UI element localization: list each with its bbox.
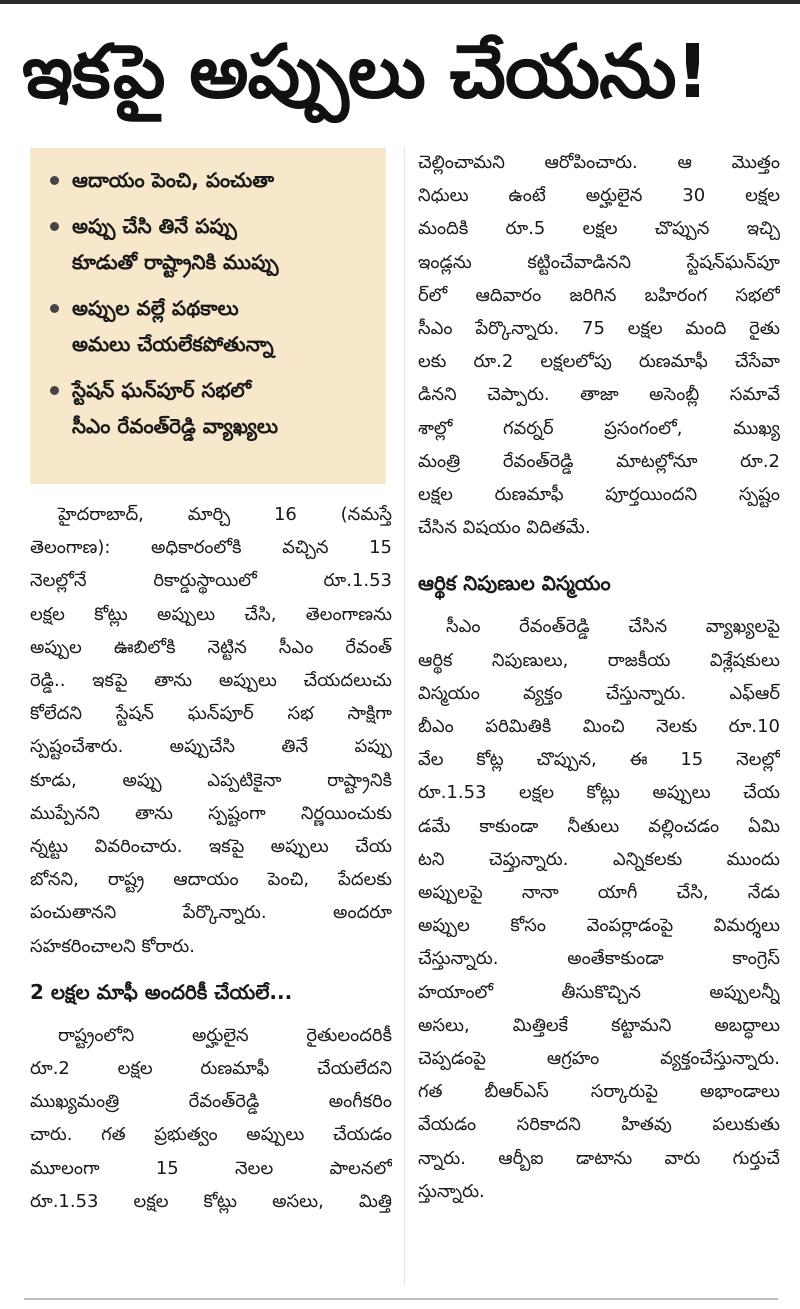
text-line: చెప్పడంపై ఆగ్రహం వ్యక్తంచేస్తున్నారు.: [418, 1048, 780, 1070]
section-subhead: 2 లక్షల మాఫీ అందరికీ చేయలే...: [30, 979, 293, 1004]
article-paragraph: [418, 610, 780, 1208]
highlight-line: అప్పు చేసి తినే పప్పు: [72, 214, 237, 238]
text-line: ముఖ్యమంత్రి రేవంత్‌రెడ్డి అంగీకరిం: [30, 1091, 392, 1113]
text-line: రెడ్డి.. ఇకపై తాను అప్పులు చేయదలుచు: [30, 670, 392, 692]
text-line: ముప్పేనని తాను స్పష్టంగా నిర్ణయించుకు: [30, 802, 392, 824]
text-line: నిధులు ఉంటే అర్హులైన 30 లక్షల: [418, 185, 780, 207]
right-column: [418, 146, 780, 1208]
text-line: రాష్ట్రంలోని అర్హులైన రైతులందరికీ: [58, 1024, 392, 1046]
text-line: విస్మయం వ్యక్తం చేస్తున్నారు. ఎఫ్ఆర్: [418, 682, 780, 704]
text-line: స్పష్టంచేశారు. అప్పుచేసి తినే పప్పు: [30, 736, 392, 758]
text-line: న్నట్టు వివరించారు. ఇకపై అప్పులు చేయ: [30, 836, 392, 858]
text-line: నెలల్లోనే రికార్డుస్థాయిలో రూ.1.53: [30, 570, 392, 592]
highlights-box: [30, 148, 386, 484]
text-line: చేసిన విషయం విదితమే.: [418, 517, 591, 539]
headline: ఇకపై అప్పులు చేయను!: [22, 29, 709, 115]
highlight-item: [42, 208, 372, 280]
highlight-line: స్టేషన్ ఘన్‌పూర్ సభలో: [72, 378, 252, 402]
article-paragraph: [30, 1019, 392, 1218]
text-line: మంత్రి రేవంత్‌రెడ్డి మాటల్లోనూ రూ.2: [418, 450, 780, 472]
text-line: సహకరించాలని కోరారు.: [30, 935, 195, 957]
text-line: పంచుతానని పేర్కొన్నారు. అందరూ: [30, 902, 392, 924]
column-divider: [404, 146, 405, 1286]
text-line: న్నారు. ఆర్బీఐ డాటాను వారు గుర్తుచే: [418, 1147, 780, 1169]
text-line: సీఎం రేవంత్‌రెడ్డి చేసిన వ్యాఖ్యలపై: [446, 616, 780, 638]
text-line: చారు. గత ప్రభుత్వం అప్పులు చేయడం: [30, 1124, 392, 1146]
text-line: కోలేదని స్టేషన్ ఘన్‌పూర్ సభ సాక్షిగా: [30, 703, 392, 725]
left-column: [30, 148, 392, 1218]
text-line: లక్షల రుణమాఫీ పూర్తయిందని స్పష్టం: [418, 484, 780, 506]
highlight-item: [42, 162, 372, 198]
highlight-item: [42, 290, 372, 362]
highlight-line: అమలు చేయలేకపోతున్నా: [72, 332, 274, 356]
text-line: చేస్తున్నారు. అంతేకాకుండా కాంగ్రెస్: [418, 948, 780, 970]
text-line: ర్‌లో ఆదివారం జరిగిన బహిరంగ సభలో: [418, 284, 780, 306]
text-line: బోనని, రాష్ట్ర ఆదాయం పెంచి, పేదలకు: [30, 869, 392, 891]
highlight-line: సీఎం రేవంత్‌రెడ్డి వ్యాఖ్యలు: [72, 414, 279, 438]
text-line: కూడు, అప్పు ఎప్పటికైనా రాష్ట్రానికి: [30, 769, 392, 791]
text-line: శాల్లో గవర్నర్ ప్రసంగంలో, ముఖ్య: [418, 417, 780, 439]
text-line: గత బీఆర్ఎస్ సర్కారుపై అభాండాలు: [418, 1081, 780, 1103]
text-line: అప్పులపై నానా యాగీ చేసి, నేడు: [418, 882, 780, 904]
text-line: టని చెప్తున్నారు. ఎన్నికలకు ముందు: [418, 848, 780, 870]
text-line: హయాంలో తీసుకొచ్చిన అప్పులన్నీ: [418, 981, 780, 1003]
bottom-rule: [24, 1298, 778, 1300]
text-line: మూలంగా 15 నెలల పాలనలో: [30, 1157, 392, 1179]
text-line: లకు రూ.2 లక్షలలోపు రుణమాఫీ చేసేవా: [418, 351, 780, 373]
text-line: అప్పుల ఊబిలోకి నెట్టిన సీఎం రేవంత్: [30, 636, 392, 658]
text-line: చెల్లించామని ఆరోపించారు. ఆ మొత్తం: [418, 152, 780, 173]
text-line: డమే కాకుండా నీతులు వల్లించడం ఏమి: [418, 815, 780, 837]
text-line: ఇండ్లను కట్టించేవాడినని స్టేషన్‌ఘన్‌పూ: [418, 251, 780, 273]
text-line: రూ.1.53 లక్షల కోట్లు అసలు, మిత్తి: [30, 1190, 392, 1212]
text-line: డినని చెప్పారు. తాజా అసెంబ్లీ సమావే: [418, 384, 780, 406]
text-line: సీఎం పేర్కొన్నారు. 75 లక్షల మంది రైతు: [418, 318, 780, 340]
top-rule: [0, 0, 800, 4]
text-line: మందికి రూ.5 లక్షల చొప్పున ఇచ్చి: [418, 218, 780, 240]
text-line: బీఎం పరిమితికి మించి నెలకు రూ.10: [418, 716, 780, 738]
text-line: వేల కోట్ల చొప్పున, ఈ 15 నెలల్లో: [418, 749, 780, 771]
article-paragraph: [418, 146, 780, 544]
text-line: లక్షల కోట్లు అప్పులు చేసి, తెలంగాణను: [30, 603, 392, 625]
section-subhead: ఆర్థిక నిపుణుల విస్మయం: [418, 571, 611, 596]
text-line: ఆర్థిక నిపుణులు, రాజకీయ విశ్లేషకులు: [418, 649, 780, 671]
article-paragraph: [30, 498, 392, 963]
text-line: వేయడం సరికాదని హితవు పలుకుతు: [418, 1114, 780, 1136]
text-line: అసలు, మిత్తిలకే కట్టామని అబద్ధాలు: [418, 1014, 780, 1036]
highlight-line: కూడుతో రాష్ట్రానికి ముప్పు: [72, 250, 279, 274]
highlight-item: [42, 372, 372, 444]
text-line: రూ.2 లక్షల రుణమాఫీ చేయలేదని: [30, 1058, 392, 1080]
highlight-line: అప్పుల వల్లే పథకాలు: [72, 296, 239, 320]
text-line: రూ.1.53 లక్షల కోట్లు అప్పులు చేయ: [418, 782, 780, 804]
highlight-line: ఆదాయం పెంచి, పంచుతా: [72, 168, 275, 192]
text-line: తెలంగాణ): అధికారంలోకి వచ్చిన 15: [30, 537, 392, 559]
text-line: స్తున్నారు.: [418, 1180, 485, 1202]
text-line: హైదరాబాద్, మార్చి 16 (నమస్తే: [58, 504, 392, 525]
text-line: అప్పుల కోసం వెంపర్లాడంపై విమర్శలు: [418, 915, 780, 937]
